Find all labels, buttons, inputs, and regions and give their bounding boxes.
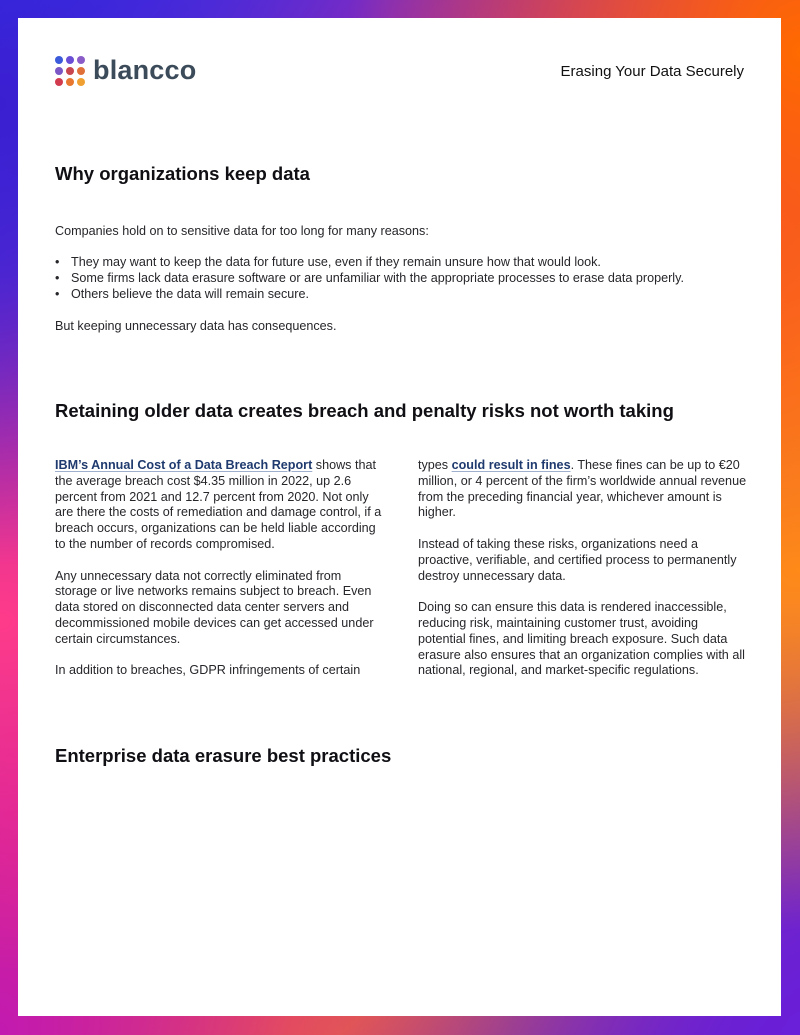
paragraph-text: types — [418, 458, 452, 472]
section1-intro: Companies hold on to sensitive data for too long for many reasons: — [55, 224, 429, 238]
logo-dot — [66, 78, 74, 86]
paragraph — [418, 458, 748, 521]
ibm-report-link[interactable]: IBM’s Annual Cost of a Data Breach Report — [55, 458, 313, 472]
document-page — [18, 18, 781, 1016]
section-heading-best-practices: Enterprise data erasure best practices — [55, 745, 392, 766]
right-column — [418, 458, 748, 695]
logo-dot — [77, 78, 85, 86]
list-item: • Some firms lack data erasure software or are unfamiliar with the appropriate processes to erase data properly. — [55, 270, 745, 286]
section-heading-breach-risks: Retaining older data creates breach and penalty risks not worth taking — [55, 400, 674, 421]
left-column — [55, 458, 385, 695]
reasons-list — [55, 254, 745, 302]
paragraph-text: shows that the average breach cost $4.35 million in 2022, up 2.6 percent from 2021 and 12.7 percent from 2020. Not only are there the costs of remediation and damage control, if a breach occurs, organizations can be held liable according to the number of records compromised. — [55, 458, 382, 551]
logo-dot — [77, 56, 85, 64]
paragraph: Instead of taking these risks, organizations need a proactive, verifiable, and certified process to permanently destroy unnecessary data. — [418, 536, 737, 583]
logo-dot — [55, 78, 63, 86]
logo-dots-icon — [55, 56, 85, 86]
section-heading-why-keep-data: Why organizations keep data — [55, 163, 310, 184]
paragraph — [55, 458, 385, 553]
list-item: • Others believe the data will remain secure. — [55, 286, 745, 302]
list-item: • They may want to keep the data for future use, even if they remain unsure how that would look. — [55, 254, 745, 270]
fines-link[interactable]: could result in fines — [451, 458, 571, 472]
paragraph: Any unnecessary data not correctly eliminated from storage or live networks remains subject to breach. Even data stored on disconnected data center servers and decommissioned mobile devices can get accessed under certain circumstances. — [55, 568, 374, 646]
logo-dot — [66, 56, 74, 64]
section1-outro: But keeping unnecessary data has consequences. — [55, 319, 337, 333]
paragraph-text: . These fines can be up to €20 million, or 4 percent of the firm’s worldwide annual revenue from the preceding financial year, whichever amount is higher. — [418, 458, 747, 520]
logo-dot — [77, 67, 85, 75]
logo-dot — [66, 67, 74, 75]
blancco-logo — [55, 55, 196, 86]
paragraph: Doing so can ensure this data is rendered inaccessible, reducing risk, maintaining customer trust, avoiding potential fines, and limiting breach exposure. Such data erasure also ensures that an organization complies with all national, regional, and market-specific regulations. — [418, 600, 745, 678]
logo-dot — [55, 67, 63, 75]
document-title: Erasing Your Data Securely — [560, 63, 744, 80]
logo-dot — [55, 56, 63, 64]
paragraph: In addition to breaches, GDPR infringements of certain — [55, 663, 361, 678]
logo-wordmark: blancco — [93, 55, 197, 85]
